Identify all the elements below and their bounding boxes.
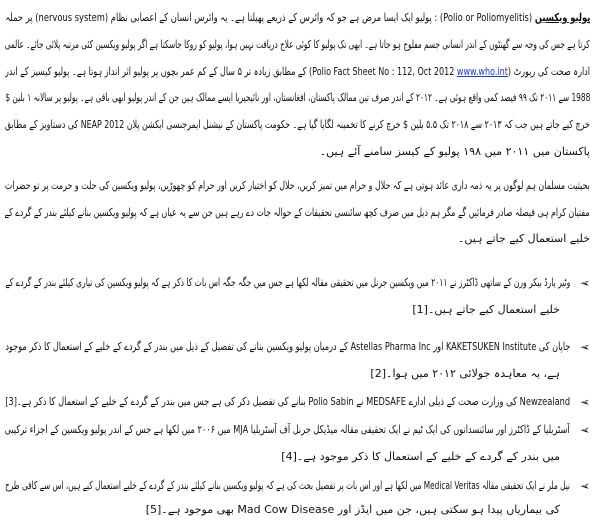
reference-line (5, 389, 590, 416)
arrow-bullet-icon: ➢ (579, 276, 590, 290)
intro-line-3 (5, 59, 590, 86)
who-link[interactable]: www.who.int (456, 64, 508, 78)
line-text: کرتا ہے جس کی وجہ سے گھنٹوں کے اندر انسانی جسم مفلوج ہو جاتا ہے۔ ابھی تک پولیو کا کوئی علاج دریافت نہیں ہوا، پولیو کو روکا جاسکتا ہے اگر پولیو ویکسین کئی مرتبہ پلائی جائے۔ عالمی (5, 37, 590, 51)
reference-line (5, 297, 590, 324)
intro-line-4 (5, 85, 590, 112)
line-text: خلیے استعمال کیے جاتے ہیں۔[1] (412, 302, 560, 316)
reference-line (5, 498, 590, 522)
reference-line (5, 334, 590, 361)
intro-line-2 (5, 32, 590, 59)
note-line-3 (5, 226, 590, 253)
reference-item-5 (5, 474, 590, 522)
intro-line-1-text: (Polio or Poliomyelitis) : پولیو ایک ایسا مرض ہے جو کہ وائرس کے ذریعے پھیلتا ہے۔ یہ وائرس انسان کے اعصابی نظام (nervous system) پر حملہ (5, 11, 532, 24)
line-text (5, 59, 590, 86)
reference-line (5, 417, 590, 444)
line-text: 1988 سے ۲۰۱۱ تک ۹۹ فیصد کمی واقع ہوئی ہے۔ ۲۰۱۲ کے اندر صرف تین ممالک پاکستان، افغانستان، اور نائیجیریا ایسے ممالک ہیں جن کے اندر پولیو ابھی باقی ہے۔ پولیو پر سالانہ ۱ بلین $ (5, 91, 590, 105)
intro-line-5 (5, 112, 590, 139)
line-text: میں بندر کے گردے کے خلیے کے استعمال کا ذکر موجود ہے۔[4] (281, 449, 560, 463)
line-text: جاپان کی KAKETSUKEN Institute اور Astellas Pharma Inc کے درمیان پولیو ویکسین بنانے کی تفصیل کے ذیل میں بندر کے گردے کے خلیے کے استعمال کا ذکر موجود (5, 340, 570, 353)
arrow-bullet-icon: ➢ (579, 479, 590, 493)
reference-item-4 (5, 417, 590, 470)
arrow-bullet-icon: ➢ (579, 423, 590, 437)
line-text: Newzealand کی وزارت صحت کے ذیلی ادارے MEDSAFE نے Polio Sabin بنانے کی تفصیل ذکر کی ہے جس میں بندر کے گردے کے خلیے کے استعمال کا ذکر ہے۔[3] (5, 395, 570, 408)
line-text: بحیثیت مسلمان ہم لوگوں پر یہ ذمہ داری عائد ہوتی ہے کہ حلال و حرام میں تمیز کریں، حلال کو اختیار کریں اور حرام کو چھوڑیں، پولیو ویکسین کی حلت و حرمت پر تو حضرات (5, 179, 590, 192)
reference-line (5, 361, 590, 388)
note-line-1 (5, 173, 590, 200)
reference-item-3 (5, 389, 590, 416)
line-text (5, 5, 590, 32)
intro-line-6 (5, 139, 590, 166)
reference-line (5, 444, 590, 471)
intro-line-1 (5, 5, 590, 32)
line-text: مفتیان کرام ہی فیصلہ صادر فرمائیں گے مگر ہم ذیل میں صرف کچھ سائنسی تحقیقات کے حوالہ جات دے رہے ہیں جن سے یہ عیاں ہے کہ پولیو ویکسین بنانے کیلئے بندر کے گردے کے (5, 205, 590, 219)
line-text: وٹیر یارڈ بیکر ورن کے ساتھی ڈاکٹرز نے ۲۰۱۱ میں ویکسین جرنل میں تحقیقی مقالہ لکھا ہے جس میں جگہ جگہ اس بات کا ذکر ہے کہ پولیو ویکسین کی تیاری کیلئے بندر کے گردے کے (5, 276, 570, 289)
line-text: خرچ کیے جاتے ہیں جب کہ ۲۰۱۳ سے ۲۰۱۸ تک ۵.۵ بلین $ خرچ کرنے کا تخمینہ لگایا گیا ہے۔ حکومت پاکستان کے نیشنل ایمرجنسی ایکشن پلان NEAP 2012 کی دستاویز کے مطابق (5, 118, 590, 132)
line-text: کی بیماریاں پیدا ہو سکتی ہیں، جن میں ایڈز اور Mad Cow Disease بھی موجود ہے۔[5] (145, 503, 560, 516)
reference-line (5, 270, 590, 297)
document-title: پولیو ویکسین (534, 11, 590, 24)
intro-paragraph (5, 5, 590, 166)
arrow-bullet-icon: ➢ (579, 395, 590, 409)
line-text: آسٹریلیا کے ڈاکٹرز اور سائنسدانوں کی ایک ٹیم نے ایک تحقیقی مقالہ میڈیکل جرنل آف آسٹریلیا MJA میں ۲۰۰۶ میں لکھا ہے جس کے اندر پولیو ویکسین کے اجزاء ترکیبی (5, 423, 570, 436)
line-text: پاکستان میں ۲۰۱۱ میں ۱۹۸ پولیو کے کیسز سامنے آئے ہیں۔ (319, 144, 590, 158)
line-text: نیل ملر نے ایک تحقیقی مقالہ Medical Veritas میں لکھا ہے اور اس بات پر تفصیل بحث کی ہے کہ پولیو ویکسین بنانے کیلئے بندر کے گردے کے خلیے استعمال کیے ہیں، اس سے کافی طرح (5, 479, 570, 492)
reference-item-2 (5, 334, 590, 387)
reference-line (5, 474, 590, 498)
citation-text: ادارہ صحت کی رپورٹ (Polio Fact Sheet No : 112, Oct 2012 (312, 64, 590, 78)
islamic-note-paragraph (5, 173, 590, 253)
line-text: خلیے استعمال کیے جاتے ہیں۔ (457, 232, 590, 245)
arrow-bullet-icon: ➢ (579, 340, 590, 354)
intro-line-3-text: ) کے مطابق زیادہ تر ۵ سال کے کم عمر بچوں پر پولیو اثر انداز ہوتا ہے۔ پولیو کیسیز کے اندر (5, 64, 313, 78)
reference-item-1 (5, 270, 590, 323)
line-text: ہے، یہ معاہدہ جولائی ۲۰۱۲ میں ہوا۔[2] (370, 366, 560, 380)
note-line-2 (5, 200, 590, 227)
